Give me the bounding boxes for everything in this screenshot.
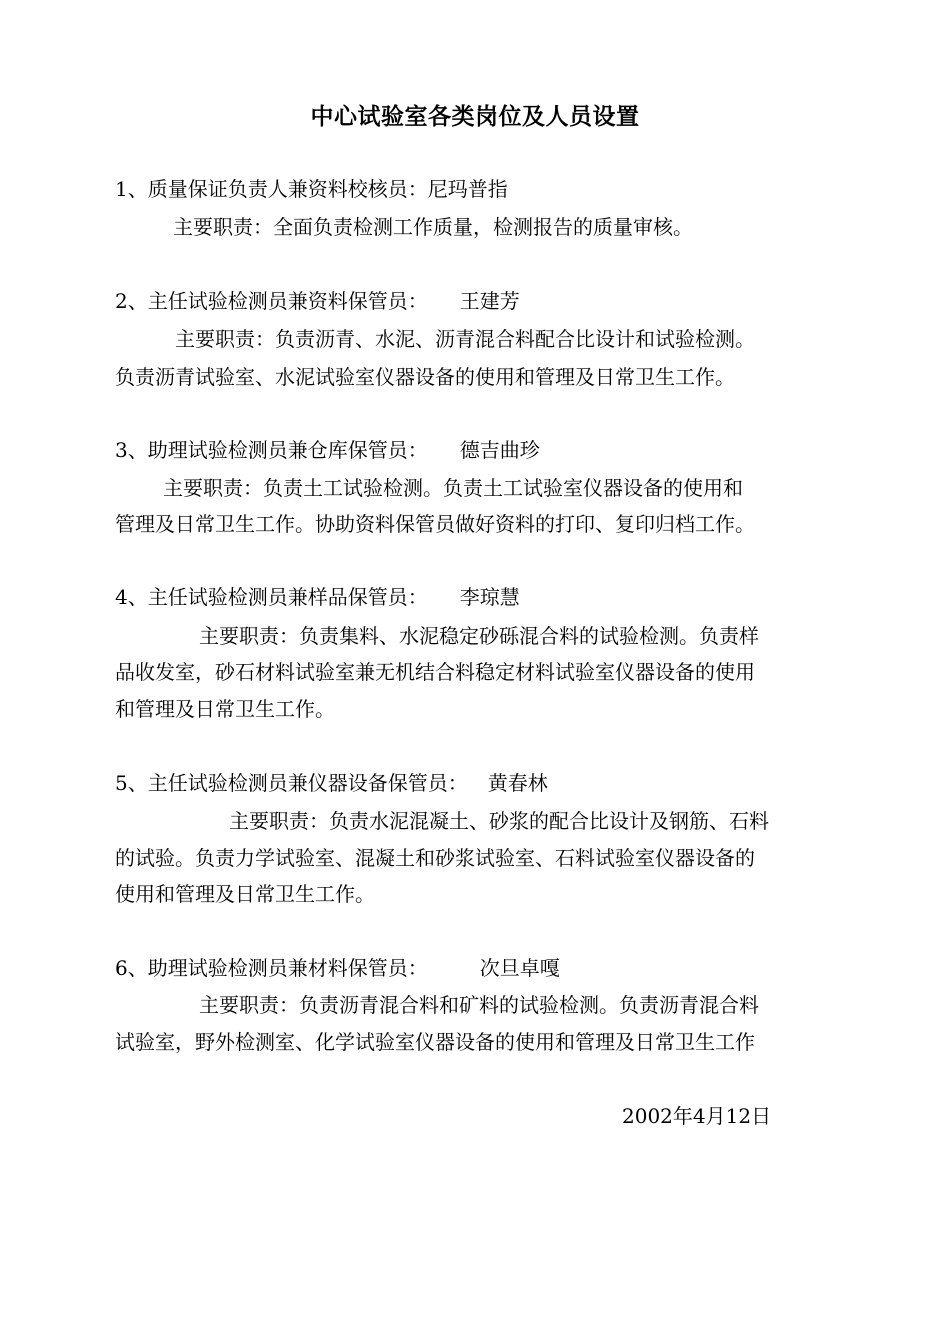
section-3-heading <box>115 436 540 464</box>
page-title: 中心试验室各类岗位及人员设置 <box>310 103 640 130</box>
section-3-person: 德吉曲珍 <box>459 438 540 462</box>
section-5-role: 5、主任试验检测员兼仪器设备保管员： <box>115 771 468 795</box>
section-4-duty-line-3: 和管理及日常卫生工作。 <box>115 697 335 721</box>
section-5-heading <box>115 769 548 797</box>
section-6-person: 次旦卓嘎 <box>479 956 560 980</box>
section-4-role: 4、主任试验检测员兼样品保管员： <box>115 585 428 609</box>
section-1-role: 1、质量保证负责人兼资料校核员： <box>115 177 428 201</box>
section-2-role: 2、主任试验检测员兼资料保管员： <box>115 289 428 313</box>
section-4-heading <box>115 583 520 611</box>
section-3-duty-line-1: 主要职责：负责土工试验检测。负责土工试验室仪器设备的使用和 <box>163 476 743 500</box>
section-2-heading <box>115 287 520 315</box>
section-1-person: 尼玛普指 <box>427 177 508 201</box>
section-6-heading <box>115 954 560 982</box>
section-3-role: 3、助理试验检测员兼仓库保管员： <box>115 438 428 462</box>
section-5-duty-line-1: 主要职责：负责水泥混凝土、砂浆的配合比设计及钢筋、石料 <box>229 809 769 833</box>
section-6-role: 6、助理试验检测员兼材料保管员： <box>115 956 428 980</box>
section-2-duty-line-1: 主要职责：负责沥青、水泥、沥青混合料配合比设计和试验检测。 <box>175 327 755 351</box>
section-5-duty-line-3: 使用和管理及日常卫生工作。 <box>115 882 375 906</box>
section-6-duty-line-1: 主要职责：负责沥青混合料和矿料的试验检测。负责沥青混合料 <box>199 993 759 1017</box>
section-4-duty-line-2: 品收发室，砂石材料试验室兼无机结合料稳定材料试验室仪器设备的使用 <box>115 660 755 684</box>
section-5-duty-line-2: 的试验。负责力学试验室、混凝土和砂浆试验室、石料试验室仪器设备的 <box>115 846 755 870</box>
section-6-duty-line-2: 试验室，野外检测室、化学试验室仪器设备的使用和管理及日常卫生工作 <box>115 1030 755 1054</box>
section-1-heading <box>115 175 508 203</box>
section-5-person: 黄春林 <box>487 771 548 795</box>
document-date: 2002年4月12日 <box>622 1104 772 1128</box>
section-2-duty-line-2: 负责沥青试验室、水泥试验室仪器设备的使用和管理及日常卫生工作。 <box>115 365 735 389</box>
section-4-person: 李琼慧 <box>459 585 520 609</box>
section-1-duty-line-1: 主要职责：全面负责检测工作质量，检测报告的质量审核。 <box>173 215 693 239</box>
section-3-duty-line-2: 管理及日常卫生工作。协助资料保管员做好资料的打印、复印归档工作。 <box>115 512 755 536</box>
section-2-person: 王建芳 <box>459 289 520 313</box>
section-4-duty-line-1: 主要职责：负责集料、水泥稳定砂砾混合料的试验检测。负责样 <box>199 624 759 648</box>
